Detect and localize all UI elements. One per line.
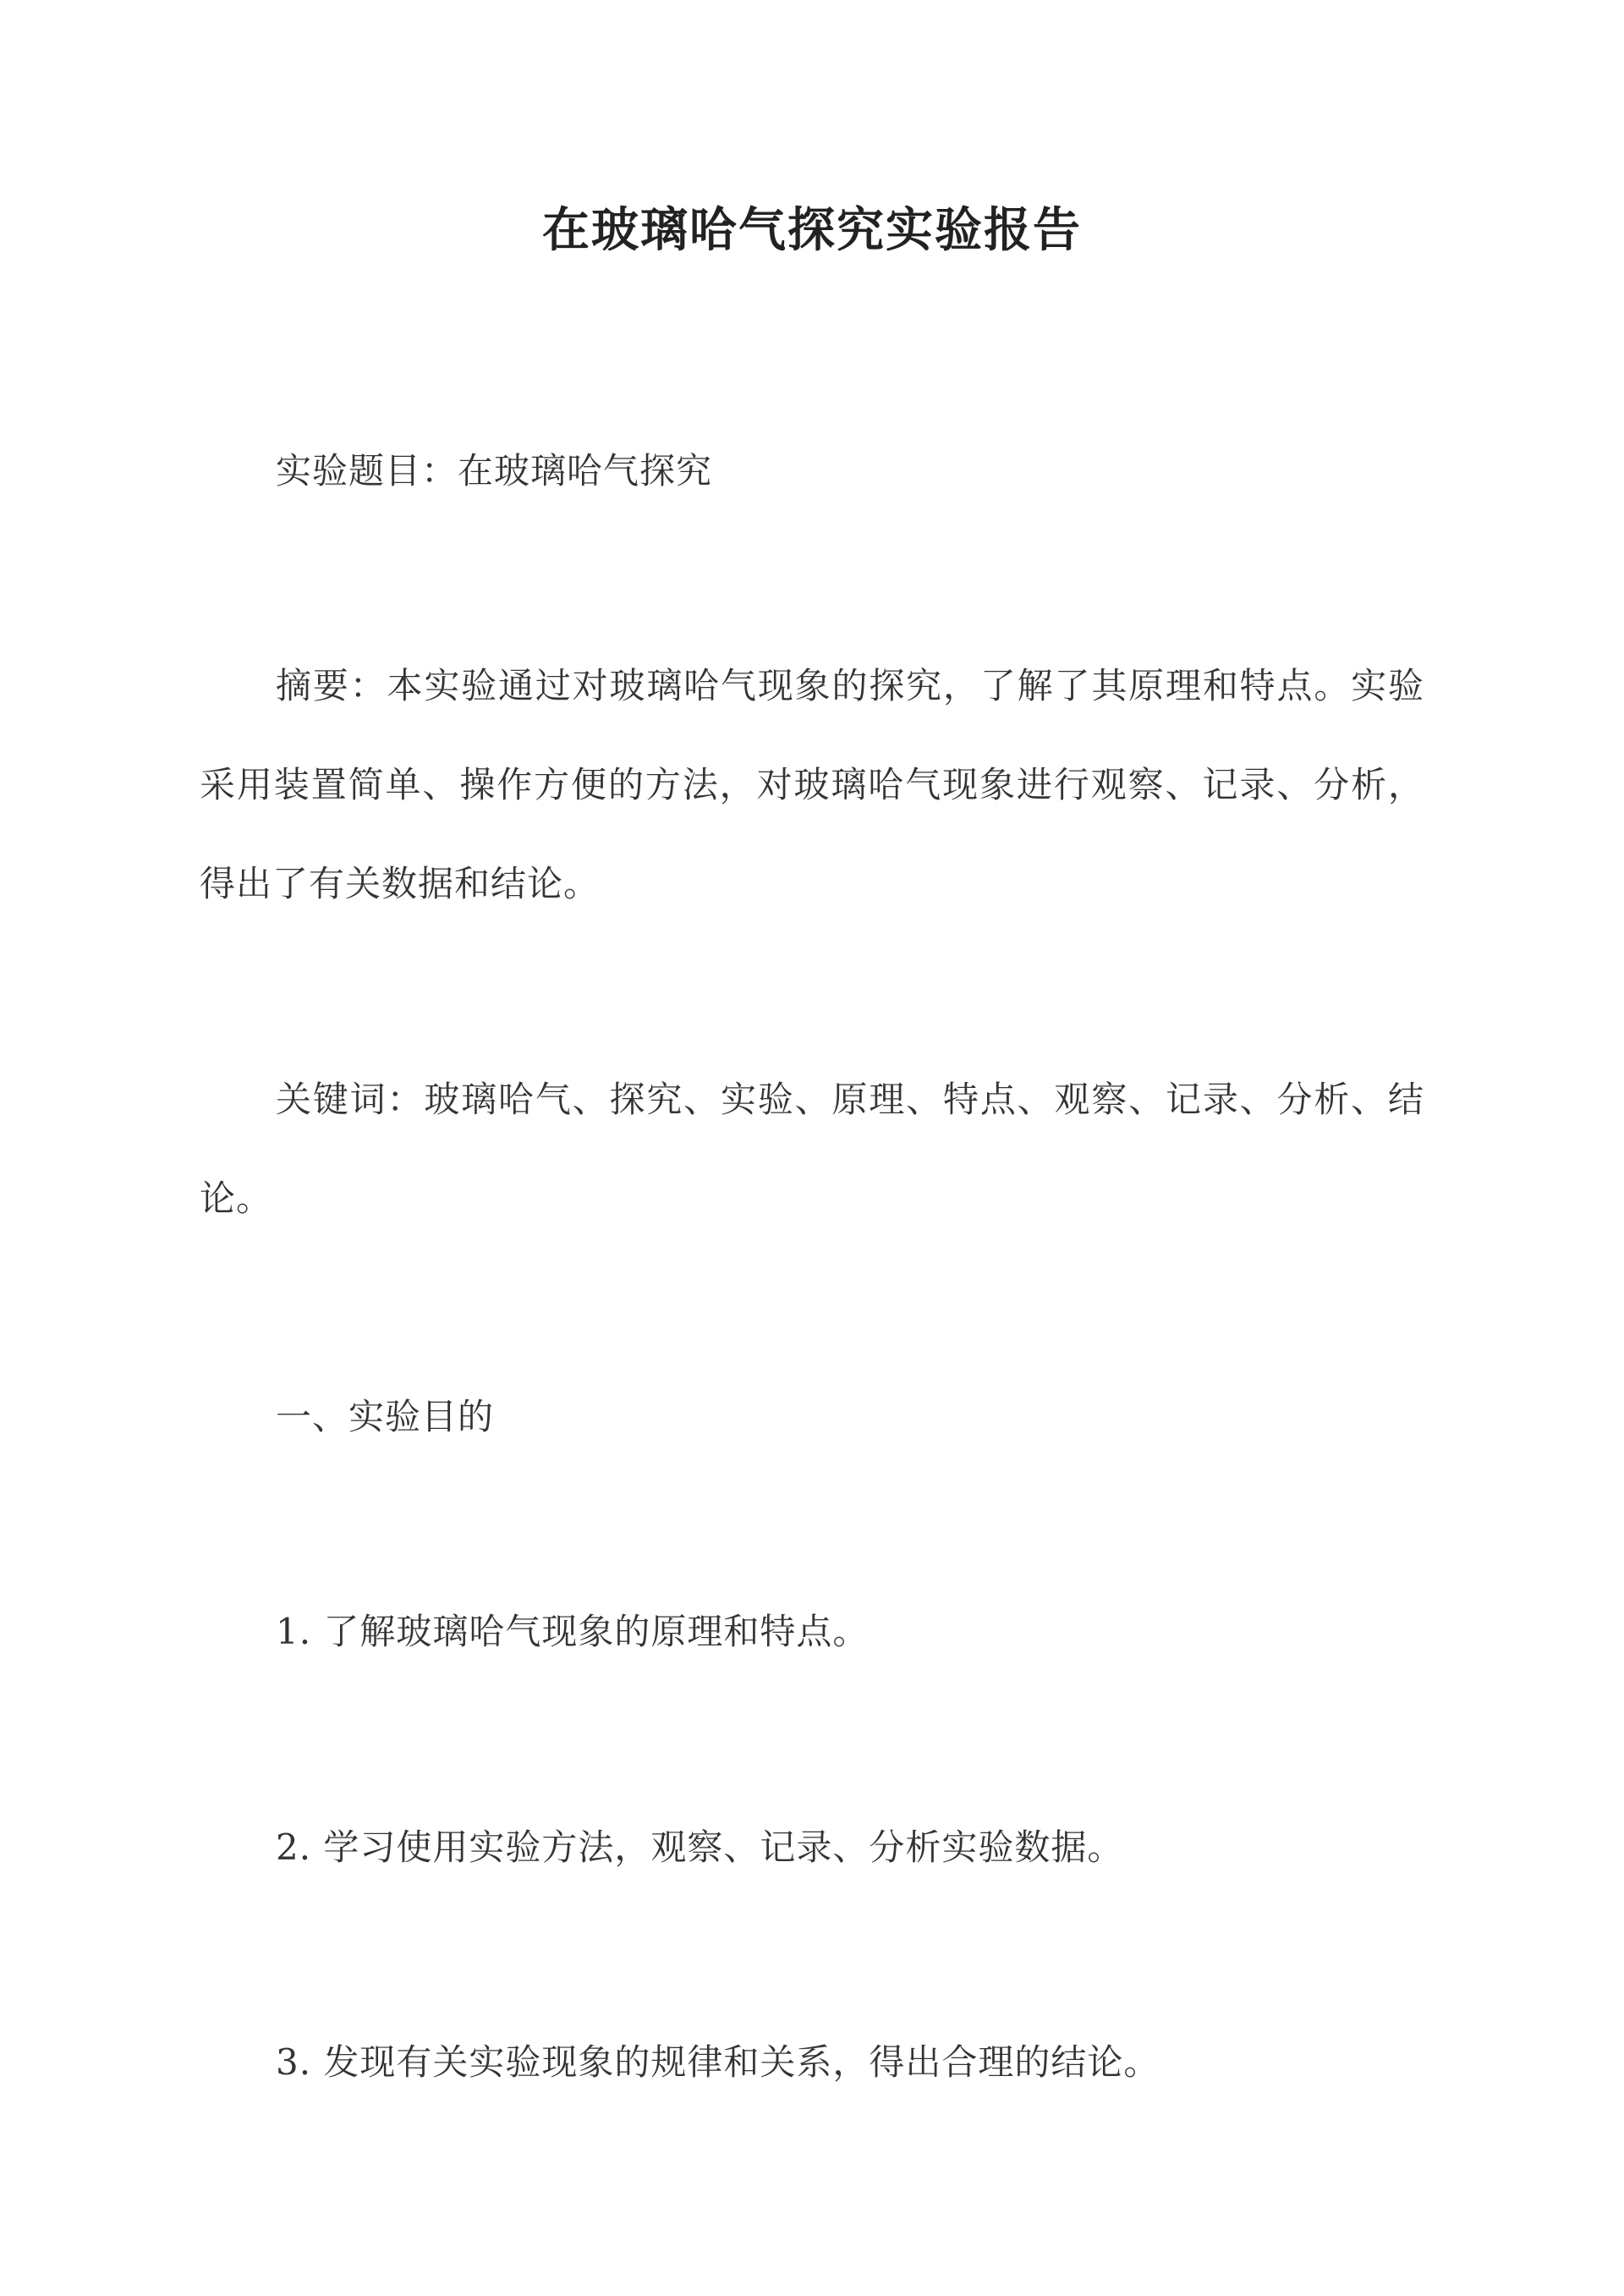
keywords-paragraph: 关键词：玻璃哈气、探究、实验、原理、特点、观察、记录、分析、结论。 xyxy=(200,1079,1424,1219)
experiment-topic: 实验题目：在玻璃哈气探究 xyxy=(276,450,713,492)
objective-item: 3. 发现有关实验现象的规律和关系，得出合理的结论。 xyxy=(276,2041,1160,2083)
objective-item: 1. 了解玻璃哈气现象的原理和特点。 xyxy=(276,1611,870,1652)
section-heading-objectives: 一、实验目的 xyxy=(276,1396,495,1437)
document-title: 在玻璃哈气探究实验报告 xyxy=(542,202,1082,258)
objective-item: 2. 学习使用实验方法，观察、记录、分析实验数据。 xyxy=(276,1826,1124,1868)
abstract-paragraph: 摘要：本实验通过对玻璃哈气现象的探究，了解了其原理和特点。实验采用装置简单、操作方便的方法，对玻璃哈气现象进行观察、记录、分析，得出了有关数据和结论。 xyxy=(200,665,1424,904)
